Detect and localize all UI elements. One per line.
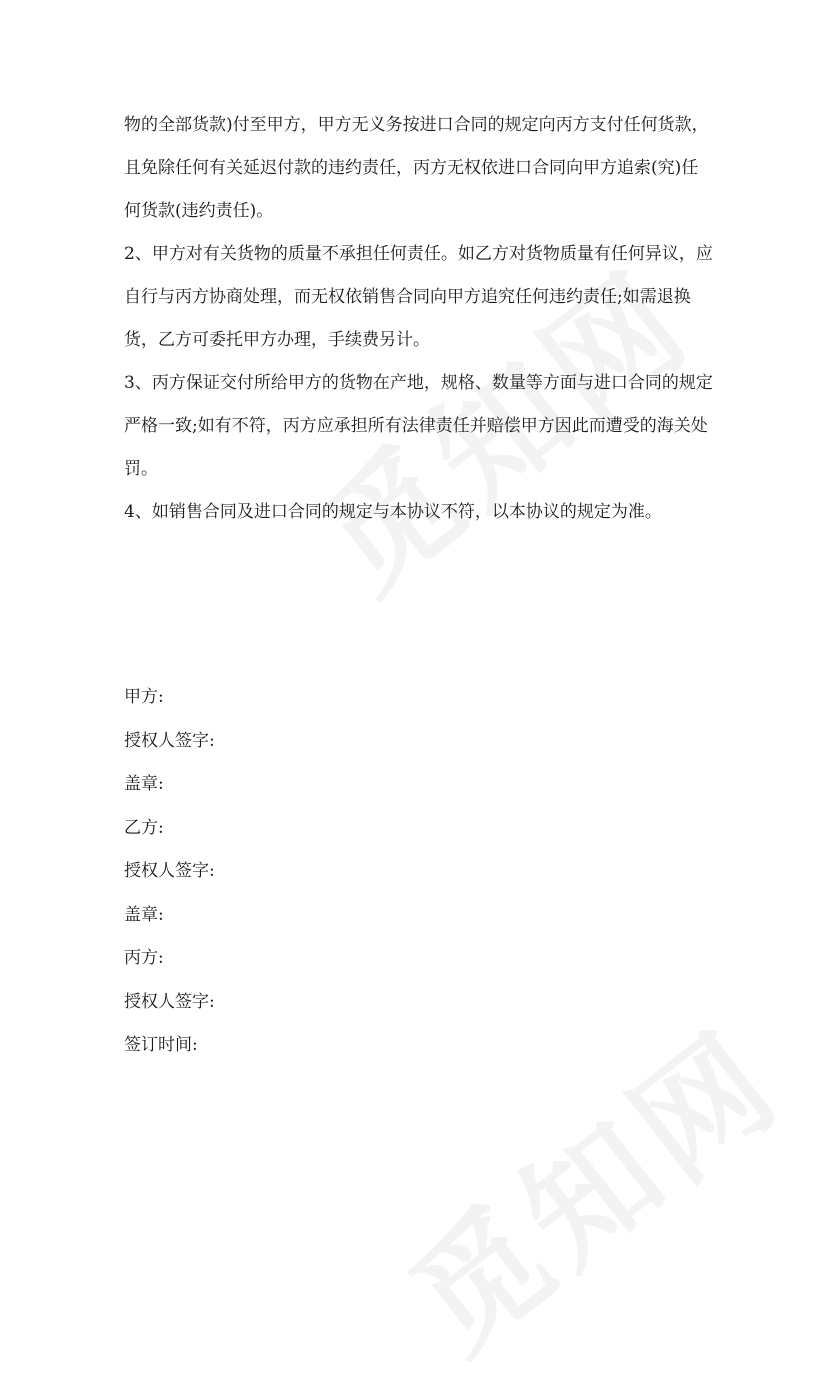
contract-body <box>124 104 714 534</box>
clause-3: 3、丙方保证交付所给甲方的货物在产地，规格、数量等方面与进口合同的规定严格一致;如有不符，丙方应承担所有法律责任并赔偿甲方因此而遭受的海关处罚。 <box>124 373 713 479</box>
party-b-label: 乙方: <box>124 817 164 838</box>
party-a-seal-label: 盖章: <box>124 774 164 794</box>
party-b-signatory-label: 授权人签字: <box>124 861 215 881</box>
clause-2: 2、甲方对有关货物的质量不承担任何责任。如乙方对货物质量有任何异议，应自行与丙方协商处理，而无权依销售合同向甲方追究任何违约责任;如需退换货，乙方可委托甲方办理，手续费另计。 <box>124 244 713 350</box>
paragraph-continuation: 物的全部货款)付至甲方，甲方无义务按进口合同的规定向丙方支付任何货款，且免除任何有关延迟付款的违约责任，丙方无权依进口合同向甲方追索(究)任何货款(违约责任)。 <box>124 115 709 221</box>
clause-4: 4、如销售合同及进口合同的规定与本协议不符，以本协议的规定为准。 <box>124 502 662 522</box>
signature-block <box>124 676 215 1068</box>
party-a-signatory-label: 授权人签字: <box>124 730 215 751</box>
party-b-seal-label: 盖章: <box>124 904 164 925</box>
party-c-label: 丙方: <box>124 948 164 968</box>
signing-date-label: 签订时间: <box>124 1035 198 1055</box>
party-a-label: 甲方: <box>124 687 164 707</box>
party-c-signatory-label: 授权人签字: <box>124 991 215 1012</box>
watermark <box>367 981 813 1386</box>
